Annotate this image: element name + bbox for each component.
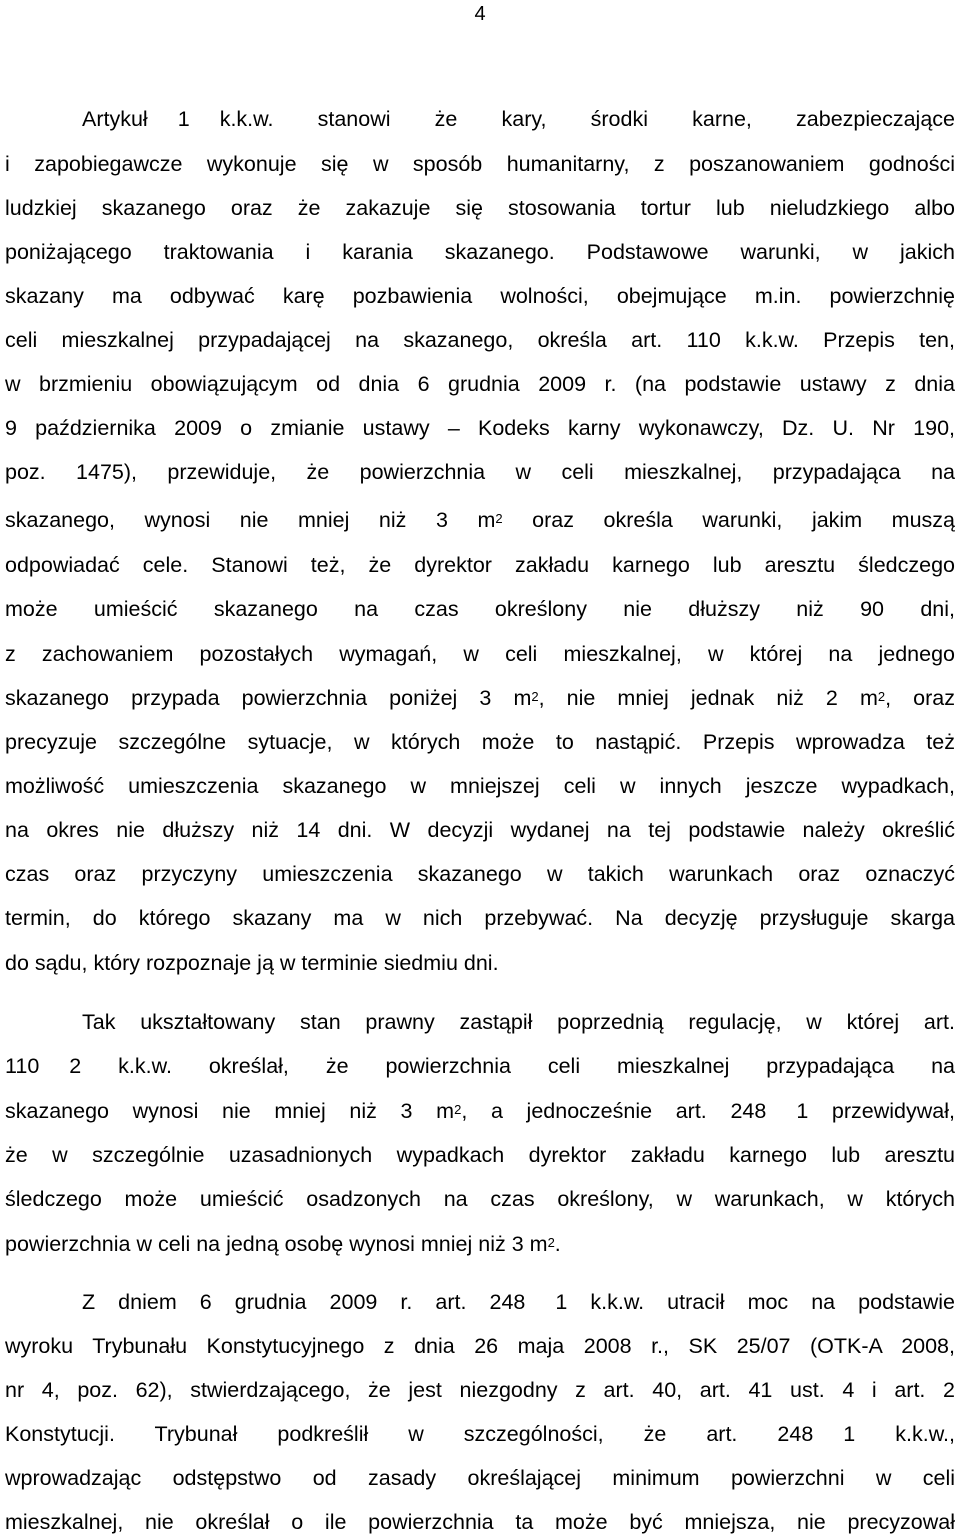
- text-span: czas oraz przyczyny umieszczenia skazanego w takich warunkach oraz oznaczyć: [5, 862, 955, 886]
- text-span: Konstytucji. Trybunał podkreślił w szczególności, że art. 248: [5, 1422, 814, 1446]
- text-line: [5, 551, 955, 579]
- text-line: [5, 1185, 955, 1213]
- text-span: , oraz: [885, 686, 955, 710]
- text-line: [5, 1464, 955, 1492]
- text-span: skazanego wynosi nie mniej niż 3 m: [5, 1099, 455, 1123]
- text-span: i zapobiegawcze wykonuje się w sposób humanitarny, z poszanowaniem godności: [5, 152, 955, 176]
- text-line: [5, 458, 955, 486]
- text-span: 9 października 2009 o zmianie ustawy – Kodeks karny wykonawczy, Dz. U. Nr 190,: [5, 416, 955, 440]
- text-line: [5, 816, 955, 844]
- text-line: [5, 949, 955, 977]
- text-span: celi mieszkalnej przypadającej na skazanego, określa art. 110 k.k.w. Przepis ten,: [5, 328, 955, 352]
- text-span: że w szczególnie uzasadnionych wypadkach dyrektor zakładu karnego lub aresztu: [5, 1143, 955, 1167]
- text-span: skazany ma odbywać karę pozbawienia wolności, obejmujące m.in. powierzchnię: [5, 284, 955, 308]
- text-line: [5, 506, 955, 534]
- text-line: [5, 238, 955, 266]
- text-span: wprowadzając odstępstwo od zasady określającej minimum powierzchni w celi: [5, 1466, 955, 1490]
- text-line: [5, 1097, 955, 1125]
- text-span: Artykuł: [82, 107, 148, 131]
- text-span: powierzchnia w celi na jedną osobę wynosi mniej niż 3 m: [5, 1232, 548, 1256]
- text-line: [5, 772, 955, 800]
- text-span: 1: [177, 107, 190, 131]
- text-line: [5, 904, 955, 932]
- text-span: 1 k.k.w. utracił moc na podstawie: [555, 1290, 955, 1314]
- text-span: ludzkiej skazanego oraz że zakazuje się stosowania tortur lub nieludzkiego albo: [5, 196, 955, 220]
- text-span: śledczego może umieścić osadzonych na czas określony, w warunkach, w których: [5, 1187, 955, 1211]
- text-span: 2 k.k.w. określał, że powierzchnia celi mieszkalnej przypadająca na: [69, 1054, 955, 1078]
- text-span: , nie mniej jednak niż 2 m: [538, 686, 878, 710]
- text-line: [5, 1420, 955, 1448]
- text-line: [5, 1052, 955, 1080]
- text-line: [5, 282, 955, 310]
- text-line: [5, 150, 955, 178]
- text-line: [5, 414, 955, 442]
- text-span: nr 4, poz. 62), stwierdzającego, że jest niezgodny z art. 40, art. 41 ust. 4 i art. 2: [5, 1378, 955, 1402]
- text-span: mieszkalnej, nie określał o ile powierzchnia ta może być mniejsza, nie precyzował: [5, 1510, 955, 1534]
- text-line: [5, 326, 955, 354]
- page-number: 4: [474, 3, 486, 25]
- text-span: do sądu, który rozpoznaje ją w terminie siedmiu dni.: [5, 951, 499, 975]
- text-line: [5, 1141, 955, 1169]
- text-line: [5, 684, 955, 712]
- text-span: odpowiadać cele. Stanowi też, że dyrektor zakładu karnego lub aresztu śledczego: [5, 553, 955, 577]
- text-span: k.k.w. stanowi że kary, środki karne, zabezpieczające: [219, 107, 955, 131]
- text-line: [5, 1332, 955, 1360]
- text-span: oraz określa warunki, jakim muszą: [502, 508, 955, 532]
- superscript: 2: [454, 1102, 462, 1117]
- text-line: [5, 194, 955, 222]
- text-line: [5, 370, 955, 398]
- text-span: poz. 1475), przewiduje, że powierzchnia w celi mieszkalnej, przypadająca na: [5, 460, 955, 484]
- text-line: [5, 595, 955, 623]
- text-span: 110: [5, 1054, 40, 1078]
- text-span: może umieścić skazanego na czas określony nie dłuższy niż 90 dni,: [5, 597, 955, 621]
- text-span: skazanego przypada powierzchnia poniżej 3 m: [5, 686, 532, 710]
- text-span: .: [554, 1232, 561, 1256]
- superscript: 2: [531, 689, 539, 704]
- text-span: z zachowaniem pozostałych wymagań, w celi mieszkalnej, w której na jednego: [5, 642, 955, 666]
- text-line: [5, 1508, 955, 1536]
- text-line: [82, 1008, 955, 1036]
- text-span: precyzuje szczególne sytuacje, w których może to nastąpić. Przepis wprowadza też: [5, 730, 955, 754]
- text-span: termin, do którego skazany ma w nich przebywać. Na decyzję przysługuje skarga: [5, 906, 955, 930]
- text-span: 1 k.k.w.,: [843, 1422, 956, 1446]
- text-line: [5, 1230, 955, 1258]
- text-line: [82, 105, 955, 133]
- text-line: [82, 1288, 955, 1316]
- text-span: , a jednocześnie art. 248: [461, 1099, 767, 1123]
- text-span: możliwość umieszczenia skazanego w mniejszej celi w innych jeszcze wypadkach,: [5, 774, 955, 798]
- text-span: poniżającego traktowania i karania skazanego. Podstawowe warunki, w jakich: [5, 240, 955, 264]
- text-line: [5, 640, 955, 668]
- text-span: wyroku Trybunału Konstytucyjnego z dnia 26 maja 2008 r., SK 25/07 (OTK-A 2008,: [5, 1334, 955, 1358]
- text-span: skazanego, wynosi nie mniej niż 3 m: [5, 508, 496, 532]
- text-line: [5, 860, 955, 888]
- text-line: [5, 1376, 955, 1404]
- text-line: [5, 728, 955, 756]
- superscript: 2: [495, 511, 503, 526]
- text-span: na okres nie dłuższy niż 14 dni. W decyzji wydanej na tej podstawie należy określić: [5, 818, 955, 842]
- text-span: w brzmieniu obowiązującym od dnia 6 grudnia 2009 r. (na podstawie ustawy z dnia: [5, 372, 955, 396]
- text-span: Tak ukształtowany stan prawny zastąpił poprzednią regulację, w której art.: [82, 1010, 955, 1034]
- superscript: 2: [877, 689, 886, 704]
- text-span: Z dniem 6 grudnia 2009 r. art. 248: [82, 1290, 526, 1314]
- superscript: 2: [547, 1235, 555, 1250]
- text-span: 1 przewidywał,: [796, 1099, 955, 1123]
